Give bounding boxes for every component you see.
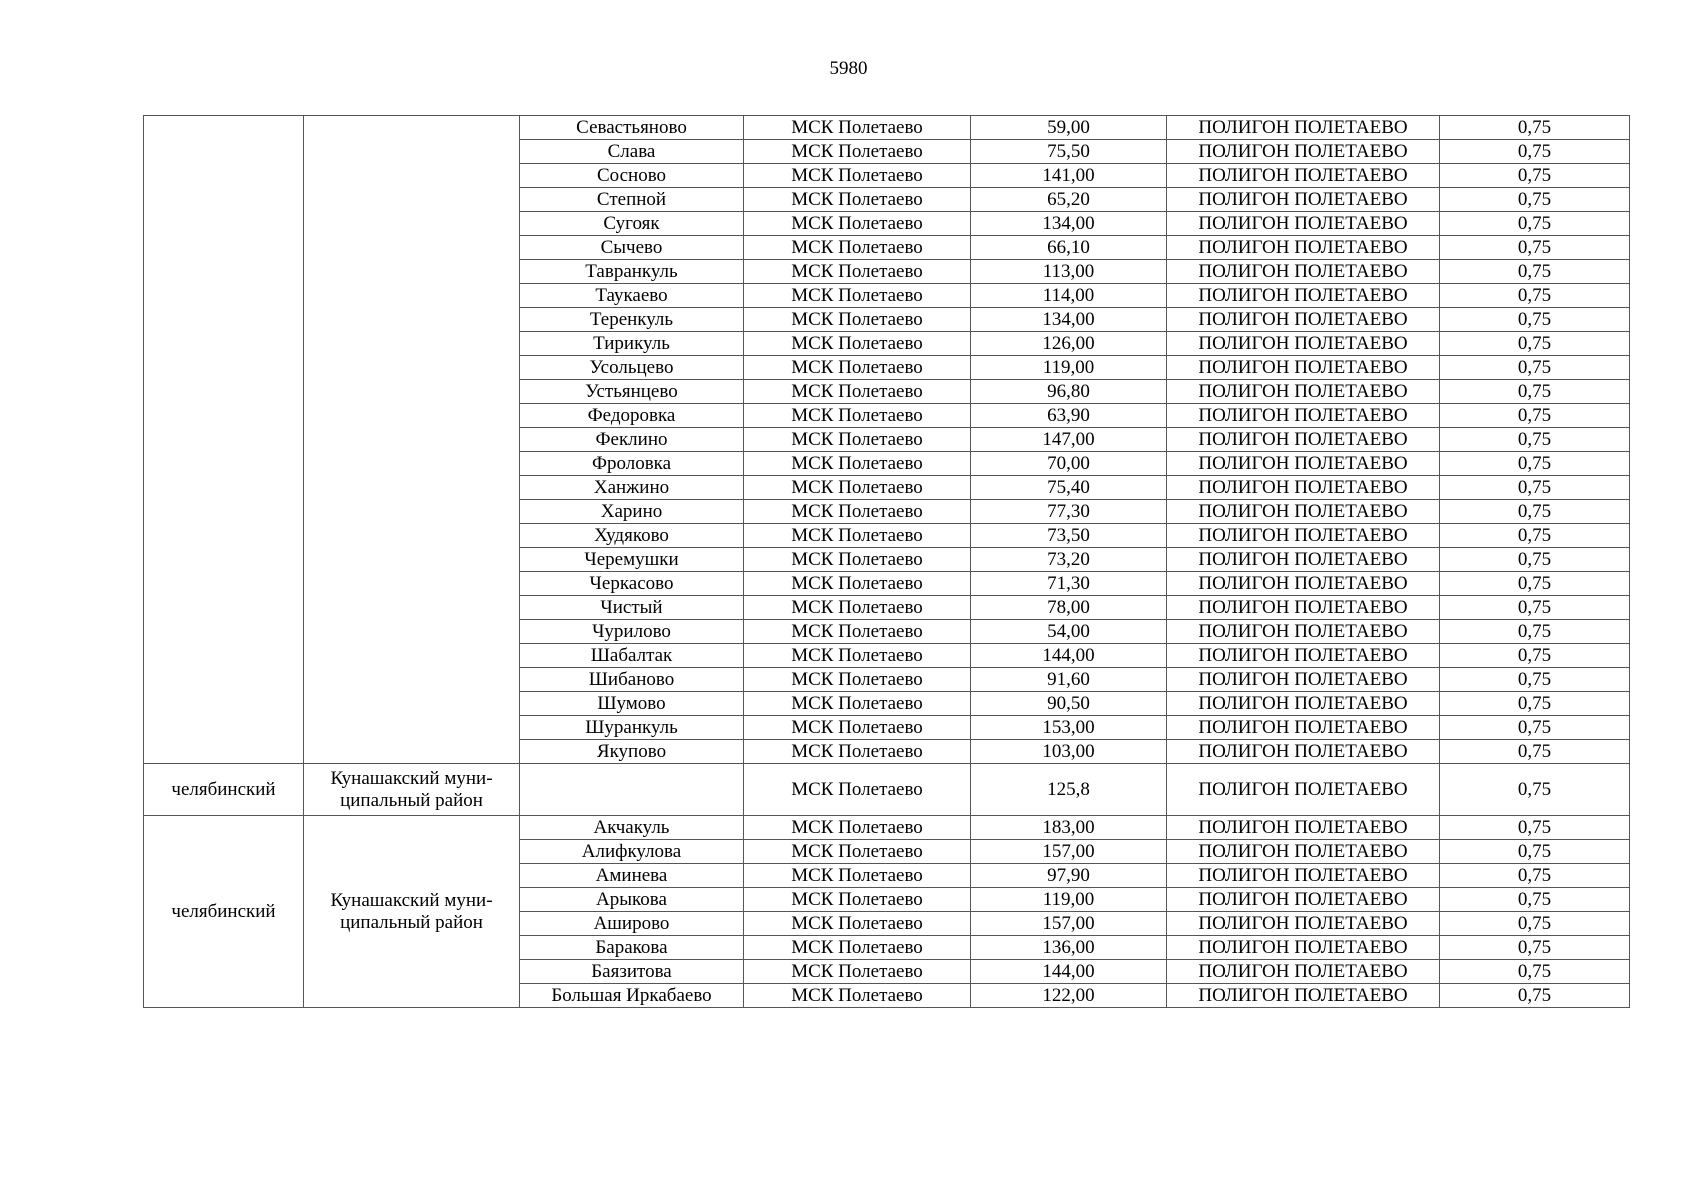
distance-cell: 75,50 [971, 140, 1167, 164]
distance-cell: 54,00 [971, 620, 1167, 644]
station-cell: МСК Полетаево [744, 380, 971, 404]
station-cell: МСК Полетаево [744, 188, 971, 212]
settlement-cell: Слава [520, 140, 744, 164]
distance-cell: 157,00 [971, 840, 1167, 864]
settlement-cell: Севастьяново [520, 116, 744, 140]
destination-cell: ПОЛИГОН ПОЛЕТАЕВО [1167, 332, 1440, 356]
station-cell: МСК Полетаево [744, 984, 971, 1008]
distance-cell: 73,50 [971, 524, 1167, 548]
coefficient-cell: 0,75 [1440, 936, 1630, 960]
destination-cell: ПОЛИГОН ПОЛЕТАЕВО [1167, 716, 1440, 740]
destination-cell: ПОЛИГОН ПОЛЕТАЕВО [1167, 840, 1440, 864]
destination-cell: ПОЛИГОН ПОЛЕТАЕВО [1167, 912, 1440, 936]
settlement-cell: Алифкулова [520, 840, 744, 864]
distance-cell: 114,00 [971, 284, 1167, 308]
district-cell: Кунашакский муни-ципальный район [304, 816, 520, 1008]
destination-cell: ПОЛИГОН ПОЛЕТАЕВО [1167, 596, 1440, 620]
settlement-cell: Шуранкуль [520, 716, 744, 740]
destination-cell: ПОЛИГОН ПОЛЕТАЕВО [1167, 620, 1440, 644]
settlement-cell: Тирикуль [520, 332, 744, 356]
distance-cell: 113,00 [971, 260, 1167, 284]
distance-cell: 77,30 [971, 500, 1167, 524]
settlement-cell: Шибаново [520, 668, 744, 692]
settlement-cell: Якупово [520, 740, 744, 764]
station-cell: МСК Полетаево [744, 840, 971, 864]
coefficient-cell: 0,75 [1440, 912, 1630, 936]
coefficient-cell: 0,75 [1440, 116, 1630, 140]
distance-cell: 147,00 [971, 428, 1167, 452]
destination-cell: ПОЛИГОН ПОЛЕТАЕВО [1167, 476, 1440, 500]
distance-cell: 70,00 [971, 452, 1167, 476]
settlement-cell: Харино [520, 500, 744, 524]
coefficient-cell: 0,75 [1440, 428, 1630, 452]
settlement-cell: Шабалтак [520, 644, 744, 668]
destination-cell: ПОЛИГОН ПОЛЕТАЕВО [1167, 164, 1440, 188]
station-cell: МСК Полетаево [744, 308, 971, 332]
station-cell: МСК Полетаево [744, 476, 971, 500]
station-cell: МСК Полетаево [744, 332, 971, 356]
distance-cell: 134,00 [971, 308, 1167, 332]
destination-cell: ПОЛИГОН ПОЛЕТАЕВО [1167, 960, 1440, 984]
distance-cell: 66,10 [971, 236, 1167, 260]
destination-cell: ПОЛИГОН ПОЛЕТАЕВО [1167, 524, 1440, 548]
distance-cell: 65,20 [971, 188, 1167, 212]
coefficient-cell: 0,75 [1440, 644, 1630, 668]
station-cell: МСК Полетаево [744, 140, 971, 164]
station-cell: МСК Полетаево [744, 620, 971, 644]
settlement-cell: Чистый [520, 596, 744, 620]
destination-cell: ПОЛИГОН ПОЛЕТАЕВО [1167, 572, 1440, 596]
distance-cell: 136,00 [971, 936, 1167, 960]
coefficient-cell: 0,75 [1440, 692, 1630, 716]
settlement-cell: Ханжино [520, 476, 744, 500]
station-cell: МСК Полетаево [744, 936, 971, 960]
distance-cell: 119,00 [971, 888, 1167, 912]
settlement-cell: Сосново [520, 164, 744, 188]
station-cell: МСК Полетаево [744, 888, 971, 912]
station-cell: МСК Полетаево [744, 548, 971, 572]
settlement-cell: Аширово [520, 912, 744, 936]
station-cell: МСК Полетаево [744, 912, 971, 936]
distance-cell: 103,00 [971, 740, 1167, 764]
settlement-cell: Арыкова [520, 888, 744, 912]
coefficient-cell: 0,75 [1440, 140, 1630, 164]
coefficient-cell: 0,75 [1440, 164, 1630, 188]
station-cell: МСК Полетаево [744, 236, 971, 260]
station-cell: МСК Полетаево [744, 404, 971, 428]
station-cell: МСК Полетаево [744, 212, 971, 236]
station-cell: МСК Полетаево [744, 260, 971, 284]
distance-cell: 157,00 [971, 912, 1167, 936]
coefficient-cell: 0,75 [1440, 308, 1630, 332]
station-cell: МСК Полетаево [744, 692, 971, 716]
destination-cell: ПОЛИГОН ПОЛЕТАЕВО [1167, 404, 1440, 428]
settlement-cell: Большая Иркабаево [520, 984, 744, 1008]
destination-cell: ПОЛИГОН ПОЛЕТАЕВО [1167, 888, 1440, 912]
settlement-cell: Сугояк [520, 212, 744, 236]
settlement-cell: Сычево [520, 236, 744, 260]
coefficient-cell: 0,75 [1440, 500, 1630, 524]
destination-cell: ПОЛИГОН ПОЛЕТАЕВО [1167, 428, 1440, 452]
station-cell: МСК Полетаево [744, 816, 971, 840]
distance-cell: 97,90 [971, 864, 1167, 888]
destination-cell: ПОЛИГОН ПОЛЕТАЕВО [1167, 452, 1440, 476]
coefficient-cell: 0,75 [1440, 260, 1630, 284]
district-cell: Кунашакский муни-ципальный район [304, 764, 520, 816]
settlement-cell: Акчакуль [520, 816, 744, 840]
coefficient-cell: 0,75 [1440, 864, 1630, 888]
distance-cell: 134,00 [971, 212, 1167, 236]
coefficient-cell: 0,75 [1440, 984, 1630, 1008]
destination-cell: ПОЛИГОН ПОЛЕТАЕВО [1167, 260, 1440, 284]
settlement-cell: Черкасово [520, 572, 744, 596]
distance-cell: 96,80 [971, 380, 1167, 404]
distance-cell: 78,00 [971, 596, 1167, 620]
station-cell: МСК Полетаево [744, 644, 971, 668]
coefficient-cell: 0,75 [1440, 404, 1630, 428]
coefficient-cell: 0,75 [1440, 740, 1630, 764]
coefficient-cell: 0,75 [1440, 816, 1630, 840]
region-cell: челябинский [144, 816, 304, 1008]
distance-cell: 59,00 [971, 116, 1167, 140]
destination-cell: ПОЛИГОН ПОЛЕТАЕВО [1167, 668, 1440, 692]
destination-cell: ПОЛИГОН ПОЛЕТАЕВО [1167, 356, 1440, 380]
coefficient-cell: 0,75 [1440, 960, 1630, 984]
destination-cell: ПОЛИГОН ПОЛЕТАЕВО [1167, 864, 1440, 888]
settlement-cell: Шумово [520, 692, 744, 716]
station-cell: МСК Полетаево [744, 960, 971, 984]
coefficient-cell: 0,75 [1440, 356, 1630, 380]
destination-cell: ПОЛИГОН ПОЛЕТАЕВО [1167, 380, 1440, 404]
distance-cell: 63,90 [971, 404, 1167, 428]
coefficient-cell: 0,75 [1440, 284, 1630, 308]
distance-cell: 144,00 [971, 644, 1167, 668]
distance-cell: 71,30 [971, 572, 1167, 596]
destination-cell: ПОЛИГОН ПОЛЕТАЕВО [1167, 188, 1440, 212]
destination-cell: ПОЛИГОН ПОЛЕТАЕВО [1167, 644, 1440, 668]
station-cell: МСК Полетаево [744, 864, 971, 888]
settlement-cell: Худяково [520, 524, 744, 548]
settlement-cell: Теренкуль [520, 308, 744, 332]
coefficient-cell: 0,75 [1440, 888, 1630, 912]
coefficient-cell: 0,75 [1440, 476, 1630, 500]
destination-cell: ПОЛИГОН ПОЛЕТАЕВО [1167, 764, 1440, 816]
coefficient-cell: 0,75 [1440, 188, 1630, 212]
distance-cell: 75,40 [971, 476, 1167, 500]
settlement-cell [520, 764, 744, 816]
settlement-cell: Тавранкуль [520, 260, 744, 284]
page-number: 5980 [829, 58, 868, 79]
station-cell: МСК Полетаево [744, 716, 971, 740]
settlement-cell: Степной [520, 188, 744, 212]
coefficient-cell: 0,75 [1440, 620, 1630, 644]
station-cell: МСК Полетаево [744, 356, 971, 380]
settlement-cell: Фроловка [520, 452, 744, 476]
table-row [144, 116, 1630, 140]
settlement-cell: Таукаево [520, 284, 744, 308]
settlement-cell: Баракова [520, 936, 744, 960]
destination-cell: ПОЛИГОН ПОЛЕТАЕВО [1167, 284, 1440, 308]
settlement-cell: Аминева [520, 864, 744, 888]
destination-cell: ПОЛИГОН ПОЛЕТАЕВО [1167, 816, 1440, 840]
destination-cell: ПОЛИГОН ПОЛЕТАЕВО [1167, 116, 1440, 140]
settlement-cell: Феклино [520, 428, 744, 452]
settlement-cell: Чурилово [520, 620, 744, 644]
settlement-cell: Устьянцево [520, 380, 744, 404]
distance-cell: 183,00 [971, 816, 1167, 840]
distance-cell: 125,8 [971, 764, 1167, 816]
coefficient-cell: 0,75 [1440, 716, 1630, 740]
destination-cell: ПОЛИГОН ПОЛЕТАЕВО [1167, 212, 1440, 236]
district-cell [304, 116, 520, 764]
station-cell: МСК Полетаево [744, 116, 971, 140]
waste-transport-table [143, 115, 1630, 1008]
settlement-cell: Федоровка [520, 404, 744, 428]
coefficient-cell: 0,75 [1440, 840, 1630, 864]
distance-cell: 119,00 [971, 356, 1167, 380]
coefficient-cell: 0,75 [1440, 572, 1630, 596]
station-cell: МСК Полетаево [744, 164, 971, 188]
coefficient-cell: 0,75 [1440, 332, 1630, 356]
station-cell: МСК Полетаево [744, 452, 971, 476]
distance-cell: 153,00 [971, 716, 1167, 740]
distance-cell: 73,20 [971, 548, 1167, 572]
destination-cell: ПОЛИГОН ПОЛЕТАЕВО [1167, 740, 1440, 764]
station-cell: МСК Полетаево [744, 428, 971, 452]
distance-cell: 91,60 [971, 668, 1167, 692]
coefficient-cell: 0,75 [1440, 668, 1630, 692]
distance-cell: 144,00 [971, 960, 1167, 984]
coefficient-cell: 0,75 [1440, 236, 1630, 260]
coefficient-cell: 0,75 [1440, 764, 1630, 816]
destination-cell: ПОЛИГОН ПОЛЕТАЕВО [1167, 308, 1440, 332]
distance-cell: 90,50 [971, 692, 1167, 716]
destination-cell: ПОЛИГОН ПОЛЕТАЕВО [1167, 984, 1440, 1008]
destination-cell: ПОЛИГОН ПОЛЕТАЕВО [1167, 236, 1440, 260]
coefficient-cell: 0,75 [1440, 548, 1630, 572]
distance-cell: 141,00 [971, 164, 1167, 188]
table-row [144, 816, 1630, 840]
distance-cell: 126,00 [971, 332, 1167, 356]
station-cell: МСК Полетаево [744, 500, 971, 524]
destination-cell: ПОЛИГОН ПОЛЕТАЕВО [1167, 936, 1440, 960]
region-cell: челябинский [144, 764, 304, 816]
station-cell: МСК Полетаево [744, 596, 971, 620]
coefficient-cell: 0,75 [1440, 452, 1630, 476]
station-cell: МСК Полетаево [744, 524, 971, 548]
destination-cell: ПОЛИГОН ПОЛЕТАЕВО [1167, 500, 1440, 524]
settlement-cell: Усольцево [520, 356, 744, 380]
station-cell: МСК Полетаево [744, 668, 971, 692]
destination-cell: ПОЛИГОН ПОЛЕТАЕВО [1167, 140, 1440, 164]
table-row [144, 764, 1630, 816]
destination-cell: ПОЛИГОН ПОЛЕТАЕВО [1167, 548, 1440, 572]
settlement-cell: Баязитова [520, 960, 744, 984]
coefficient-cell: 0,75 [1440, 524, 1630, 548]
region-cell [144, 116, 304, 764]
station-cell: МСК Полетаево [744, 740, 971, 764]
coefficient-cell: 0,75 [1440, 380, 1630, 404]
destination-cell: ПОЛИГОН ПОЛЕТАЕВО [1167, 692, 1440, 716]
distance-cell: 122,00 [971, 984, 1167, 1008]
coefficient-cell: 0,75 [1440, 596, 1630, 620]
station-cell: МСК Полетаево [744, 572, 971, 596]
station-cell: МСК Полетаево [744, 764, 971, 816]
station-cell: МСК Полетаево [744, 284, 971, 308]
coefficient-cell: 0,75 [1440, 212, 1630, 236]
settlement-cell: Черемушки [520, 548, 744, 572]
